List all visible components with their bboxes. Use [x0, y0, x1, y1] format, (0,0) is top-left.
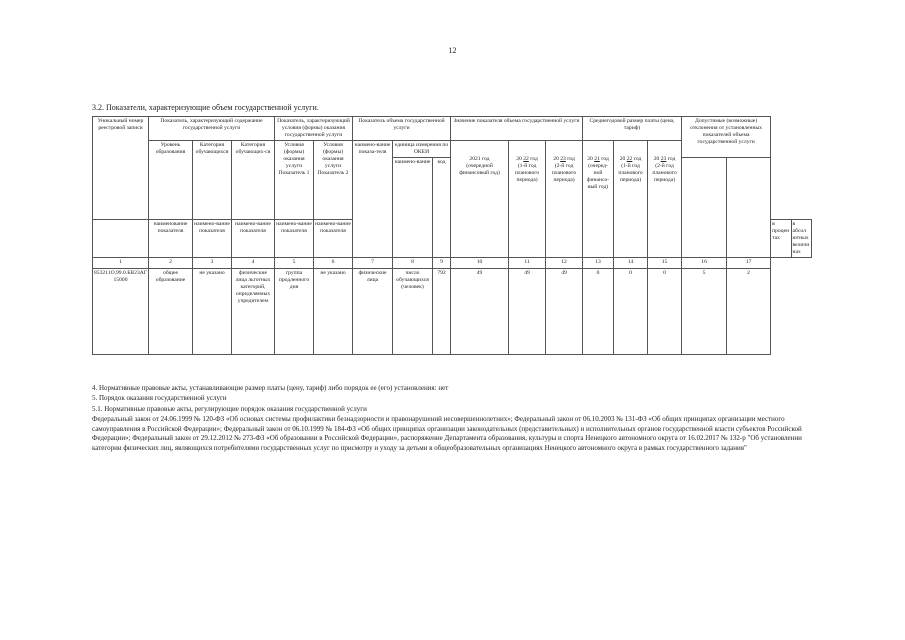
deviation-empty-2	[727, 157, 771, 257]
sub-condition-2: Условия (формы) оказания услуги Показатель 2	[314, 140, 353, 219]
col-num: 9	[433, 257, 451, 268]
column-numbers-row	[93, 257, 812, 268]
sub-category-2: Категория обучающих-ся	[232, 140, 275, 219]
col-num: 4	[232, 257, 275, 268]
header-deviation: Допустимые (возможные) отклонения от установленных показателей объема государственной услуги	[682, 117, 771, 158]
procedure-acts-heading: 5.1. Нормативные правовые акты, регулирующие порядок оказания государственной услуги	[92, 405, 367, 413]
table-row	[93, 268, 812, 354]
r3-name-4: наимено-вание показателя	[275, 219, 314, 257]
col-num: 17	[727, 257, 771, 268]
cell-deviation-abs: 2	[727, 268, 771, 354]
header-conditions-indicator: Показатель, характеризующий условия (формы) оказания государственной услуги	[275, 117, 353, 141]
volume-indicators-table	[92, 116, 812, 355]
col-num: 1	[93, 257, 149, 268]
col-num: 12	[546, 257, 583, 268]
r3-name-5: наимено-вание показателя	[314, 219, 353, 257]
fee-acts-paragraph: 4. Нормативные правовые акты, устанавливающие размер платы (цену, тариф) либо порядок ее (его) установления: нет	[92, 384, 449, 392]
col-num: 5	[275, 257, 314, 268]
sub-category-1: Категория обучающихся	[193, 140, 232, 219]
cell-value-2021: 49	[451, 268, 509, 354]
header-fee-year-1: 20 22 год (1-й год планового периода)	[614, 140, 648, 257]
sub-unit-name: наимено-вание	[393, 157, 433, 257]
col-num: 13	[583, 257, 614, 268]
cell-volume-name: физические лица	[353, 268, 393, 354]
sub-level: Уровень образования	[149, 140, 193, 219]
col-num: 11	[509, 257, 546, 268]
cell-condition-1: группа продленного дня	[275, 268, 314, 354]
r3-name-2: наимено-вание показателя	[193, 219, 232, 257]
r3-name-3: наимено-вание показателя	[232, 219, 275, 257]
cell-condition-2: не указано	[314, 268, 353, 354]
cell-fee-2021: 0	[583, 268, 614, 354]
cell-unit-name: число обучающихся (человек)	[393, 268, 433, 354]
header-year-2021: 2021 год (очередной финансовый год)	[451, 140, 509, 257]
cell-fee-2022: 0	[614, 268, 648, 354]
header-year-plan-2: 20 23 год (2-й год планового периода)	[546, 140, 583, 257]
sub-condition-1: Условия (формы) оказания услуги Показатель 1	[275, 140, 314, 219]
col-num: 3	[193, 257, 232, 268]
col-num: 2	[149, 257, 193, 268]
r3-abs: в абсолютных величинах	[791, 219, 811, 257]
procedure-heading: 5. Порядок оказания государственной услуги	[92, 394, 227, 402]
cell-value-2023: 49	[546, 268, 583, 354]
laws-paragraph: Федеральный закон от 24.06.1999 № 120-ФЗ «Об основах системы профилактики безнадзорности и правонарушений несовершеннолетних»; Федеральный закон от 06.10.2003 № 131-ФЗ «Об общих принципах организации местного самоуправления в Российской Федерации»; Федеральный закон от 06.10.1999 № 184-ФЗ «Об общих принципах организации законодательных (представительных) и исполнительных органов государственной власти субъектов Российской Федерации»; Федеральный закон от 29.12.2012 № 273-ФЗ «Об образовании в Российской Федерации», распоряжение Департамента образования, культуры и спорта Ненецкого автономного округа от 16.02.2017 № 132-р "Об установлении категории физических лиц, являющихся потребителями государственных услуг по присмотру и уходу за детьми в общеобразовательных организациях Ненецкого автономного округа в рамках государственного задания"	[92, 415, 802, 452]
col-num: 15	[648, 257, 682, 268]
page-number: 12	[448, 46, 457, 55]
cell-code: 853211О.99.0.БВ23АГ15000	[93, 268, 149, 354]
header-volume-value: Значение показателя объема государственной услуги	[451, 117, 583, 141]
col-num: 14	[614, 257, 648, 268]
cell-value-2022: 49	[509, 268, 546, 354]
header-unique-number: Уникальный номер реестровой записи	[93, 117, 149, 220]
col-num: 10	[451, 257, 509, 268]
cell-level: общее образование	[149, 268, 193, 354]
cell-fee-2023: 0	[648, 268, 682, 354]
header-volume-name: наимено-вание показа-теля	[353, 140, 393, 257]
header-annual-fee: Среднегодовой размер платы (цена, тариф)	[583, 117, 682, 141]
col-num: 6	[314, 257, 353, 268]
col-num: 8	[393, 257, 433, 268]
header-unit: единица измерения по ОКЕИ	[393, 140, 451, 157]
cell-unit-code: 792	[433, 268, 451, 354]
cell-category-1: не указано	[193, 268, 232, 354]
r3-empty	[93, 219, 149, 257]
sub-unit-code: код	[433, 157, 451, 257]
cell-deviation-pct: 5	[682, 268, 727, 354]
r3-pct: в процентах	[771, 219, 791, 257]
section-title: 3.2. Показатели, характеризующие объем государственной услуги.	[92, 103, 319, 112]
col-num: 7	[353, 257, 393, 268]
header-fee-year-0: 20 21 год (очеред-ной финансо-вый год)	[583, 140, 614, 257]
col-num: 16	[682, 257, 727, 268]
header-volume-indicator: Показатель объема государственной услуги	[353, 117, 451, 141]
header-fee-year-2: 20 23 год (2-й год планового периода)	[648, 140, 682, 257]
cell-category-2: физические лица льготных категорий, определяемых учредителем	[232, 268, 275, 354]
deviation-empty-1	[682, 157, 727, 257]
header-row-1	[93, 117, 812, 141]
header-content-indicator: Показатель, характеризующий содержание государственной услуги	[149, 117, 275, 141]
header-year-plan-1: 20 22 год (1-й год планового периода)	[509, 140, 546, 257]
r3-name-1: наименование показателя	[149, 219, 193, 257]
